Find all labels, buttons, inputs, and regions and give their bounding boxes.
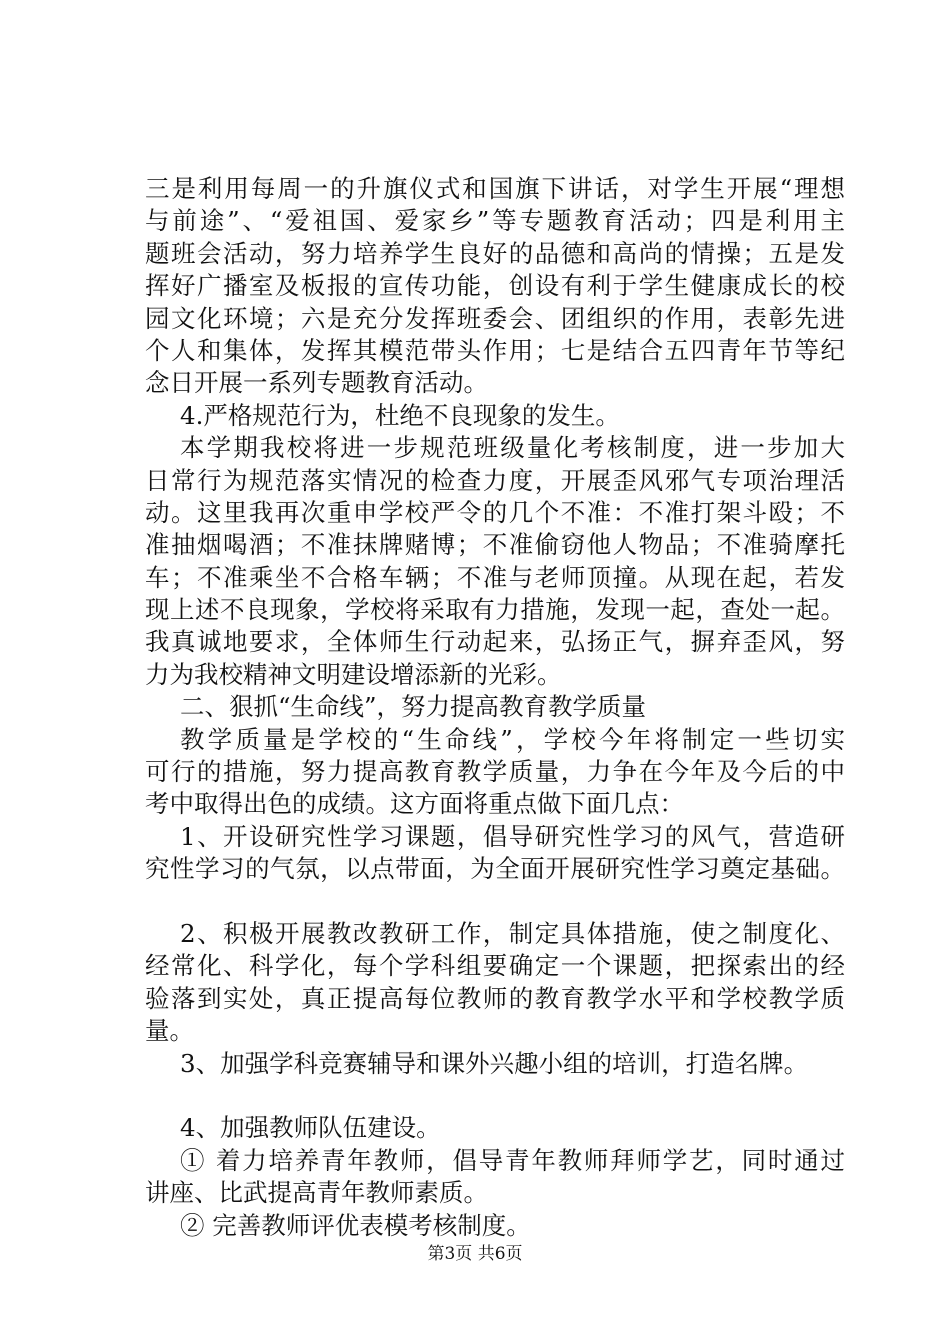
document-body [145, 173, 845, 1242]
section-heading: 4.严格规范行为，杜绝不良现象的发生。 [180, 400, 620, 430]
body-line: 动。这里我再次重申学校严令的几个不准：不准打架斗殴；不 [145, 497, 845, 527]
body-line: 园文化环境；六是充分发挥班委会、团组织的作用，表彰先进 [145, 303, 845, 333]
paragraph-first-line: 本学期我校将进一步规范班级量化考核制度，进一步加大 [180, 433, 845, 463]
body-line: 量。 [145, 1016, 194, 1046]
body-line: 题班会活动，努力培养学生良好的品德和高尚的情操；五是发 [145, 238, 845, 268]
body-line: 挥好广播室及板报的宣传功能，创设有利于学生健康成长的校 [145, 271, 845, 301]
body-line: 经常化、科学化，每个学科组要确定一个课题，把探索出的经 [145, 951, 845, 981]
body-line: 现上述不良现象，学校将采取有力措施，发现一起，查处一起。 [145, 595, 845, 625]
body-line: 力为我校精神文明建设增添新的光彩。 [145, 659, 562, 689]
list-item-first-line: 1、开设研究性学习课题，倡导研究性学习的风气，营造研 [180, 821, 845, 851]
body-line: 验落到实处，真正提高每位教师的教育教学水平和学校教学质 [145, 983, 845, 1013]
paragraph-gap [145, 886, 845, 918]
page-number-footer: 第3页 共6页 [427, 1244, 523, 1264]
paragraph-gap [145, 1080, 845, 1112]
list-item-first-line: 2、积极开展教改教研工作，制定具体措施，使之制度化、 [180, 918, 845, 948]
paragraph-first-line: 教学质量是学校的“生命线”，学校今年将制定一些切实 [180, 724, 845, 754]
body-line: 究性学习的气氛，以点带面，为全面开展研究性学习奠定基础。 [145, 854, 845, 884]
body-line: 考中取得出色的成绩。这方面将重点做下面几点： [145, 789, 684, 819]
body-line: 车；不准乘坐不合格车辆；不准与老师顶撞。从现在起，若发 [145, 562, 845, 592]
body-line: 讲座、比武提高青年教师素质。 [145, 1178, 488, 1208]
sub-item-first-line: ① 着力培养青年教师，倡导青年教师拜师学艺，同时通过 [180, 1145, 845, 1175]
body-line: 可行的措施，努力提高教育教学质量，力争在今年及今后的中 [145, 757, 845, 787]
body-line: 念日开展一系列专题教育活动。 [145, 368, 488, 398]
body-line: 三是利用每周一的升旗仪式和国旗下讲话，对学生开展“理想 [145, 174, 845, 203]
sub-item-first-line: ② 完善教师评优表模考核制度。 [180, 1210, 531, 1240]
body-line: 与前途”、“爱祖国、爱家乡”等专题教育活动；四是利用主 [145, 206, 845, 236]
section-heading: 二、狠抓“生命线”，努力提高教育教学质量 [180, 692, 647, 722]
body-line: 准抽烟喝酒；不准抹牌赌博；不准偷窃他人物品；不准骑摩托 [145, 530, 845, 560]
body-line: 个人和集体，发挥其模范带头作用；七是结合五四青年节等纪 [145, 335, 845, 365]
body-line: 日常行为规范落实情况的检查力度，开展歪风邪气专项治理活 [145, 465, 845, 495]
list-item-first-line: 4、加强教师队伍建设。 [180, 1113, 441, 1143]
body-line: 我真诚地要求，全体师生行动起来，弘扬正气，摒弃歪风，努 [145, 627, 845, 657]
list-item-first-line: 3、加强学科竞赛辅导和课外兴趣小组的培训，打造名牌。 [180, 1048, 809, 1078]
